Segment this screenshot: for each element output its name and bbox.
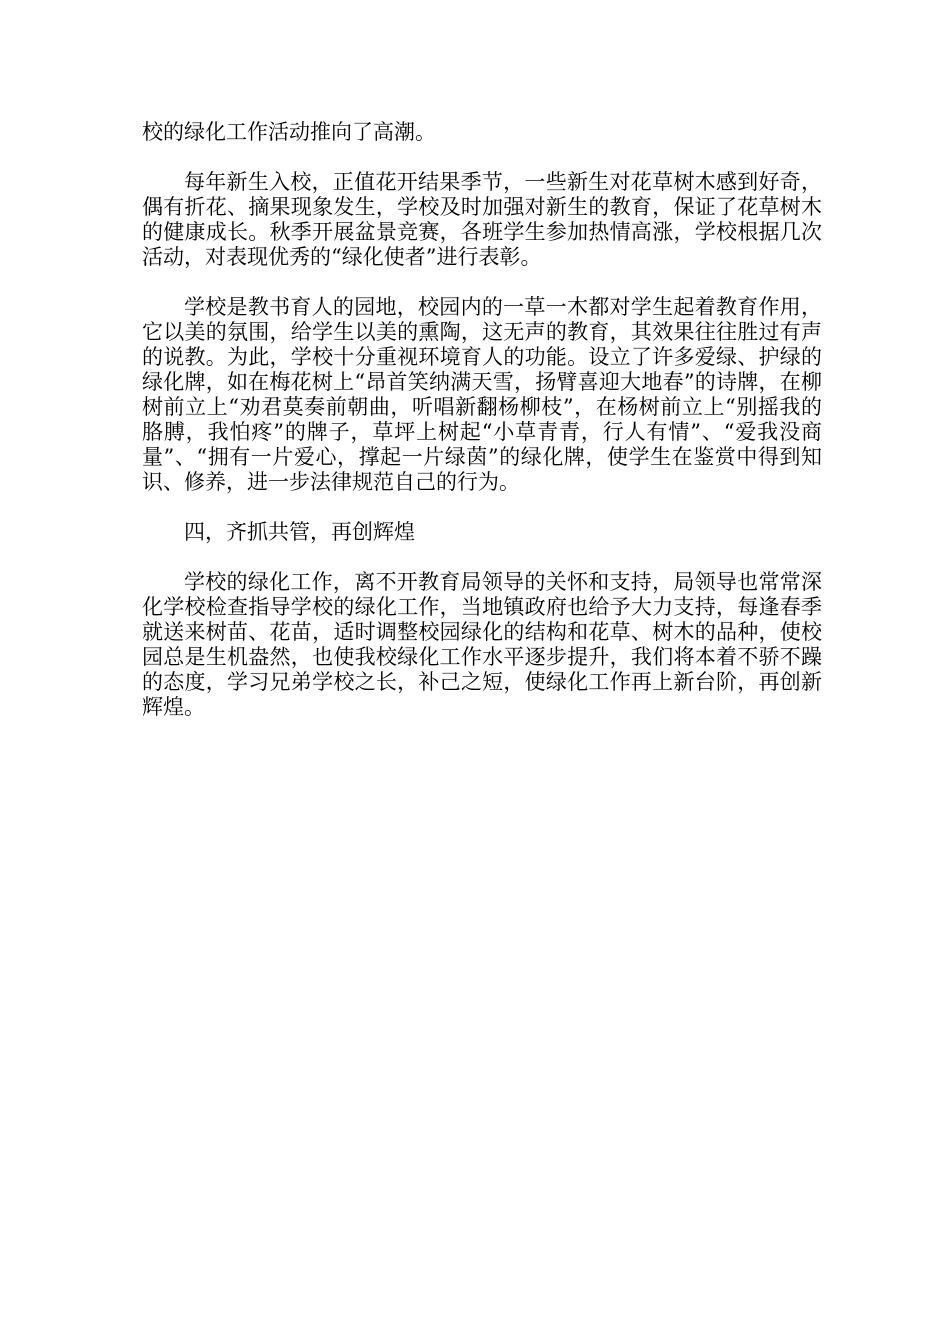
paragraph-environment-education: 学校是教书育人的园地，校园内的一草一木都对学生起着教育作用，它以美的氛围，给学生以美的熏陶，这无声的教育，其效果往往胜过有声的说教。为此，学校十分重视环境育人的功能。设立了许多爱绿、护绿的绿化牌，如在梅花树上“昂首笑纳满天雪，扬臂喜迎大地春”的诗牌，在柳树前立上“劝君莫奏前朝曲，听唱新翻杨柳枝”，在杨树前立上“别摇我的胳膊，我怕疼”的牌子，草坪上树起“小草青青，行人有情”、“爱我没商量”、“拥有一片爱心，撑起一片绿茵”的绿化牌，使学生在鉴赏中得到知识、修养，进一步法律规范自己的行为。 — [142, 295, 822, 494]
paragraph-continuation: 校的绿化工作活动推向了高潮。 — [142, 120, 436, 144]
document-body — [142, 120, 822, 745]
paragraph-final: 学校的绿化工作，离不开教育局领导的关怀和支持，局领导也常常深化学校检查指导学校的绿化工作，当地镇政府也给予大力支持，每逢春季就送来树苗、花苗，适时调整校园绿化的结构和花草、树木的品种，使校园总是生机盎然，也使我校绿化工作水平逐步提升，我们将本着不骄不躁的态度，学习兄弟学校之长，补己之短，使绿化工作再上新台阶，再创新辉煌。 — [142, 570, 822, 719]
paragraph-new-students: 每年新生入校，正值花开结果季节，一些新生对花草树木感到好奇，偶有折花、摘果现象发生，学校及时加强对新生的教育，保证了花草树木的健康成长。秋季开展盆景竞赛，各班学生参加热情高涨，学校根据几次活动，对表现优秀的“绿化使者”进行表彰。 — [142, 170, 822, 269]
section-heading: 四，齐抓共管，再创辉煌 — [184, 520, 415, 544]
